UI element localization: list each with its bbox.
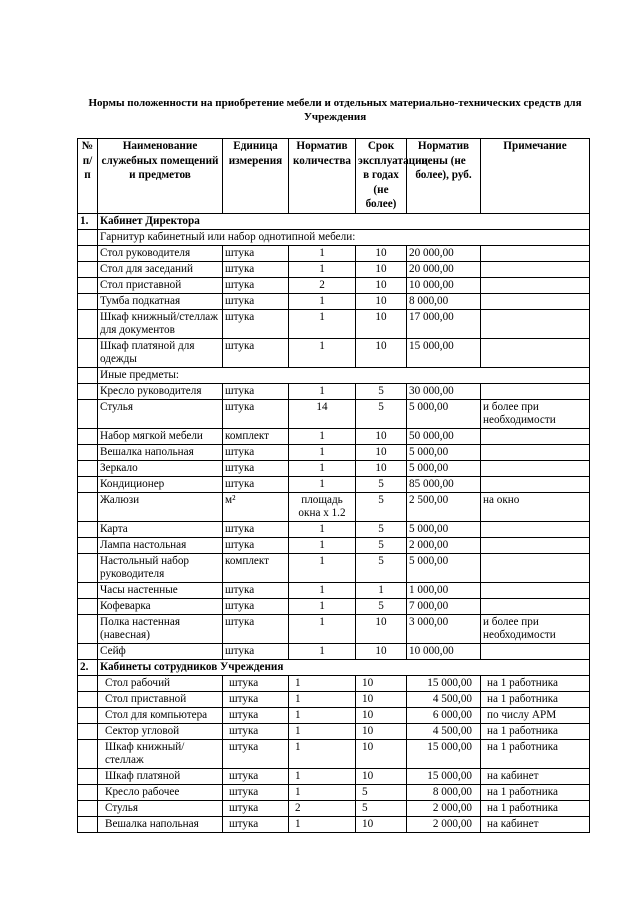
- item-quantity: 1: [289, 643, 356, 659]
- item-name: Стол приставной: [98, 277, 223, 293]
- item-unit: штука: [223, 739, 289, 768]
- row-number-cell: [78, 338, 98, 367]
- item-lifetime: 10: [356, 739, 407, 768]
- table-row: [78, 614, 590, 643]
- table-row: [78, 460, 590, 476]
- item-note: по числу АРМ: [481, 707, 590, 723]
- item-name: Кресло рабочее: [98, 784, 223, 800]
- item-unit: штука: [223, 338, 289, 367]
- item-lifetime: 5: [356, 492, 407, 521]
- row-number-cell: [78, 784, 98, 800]
- item-name: Шкаф платяной: [98, 768, 223, 784]
- item-name: Кофеварка: [98, 598, 223, 614]
- item-name: Набор мягкой мебели: [98, 428, 223, 444]
- document-title: Нормы положенности на приобретение мебели и отдельных материально-технических средств для Учреждения: [88, 97, 582, 123]
- row-number-cell: [78, 582, 98, 598]
- row-number-cell: [78, 537, 98, 553]
- item-note: [481, 277, 590, 293]
- item-quantity: 1: [289, 553, 356, 582]
- row-number-cell: [78, 476, 98, 492]
- table-row: [78, 492, 590, 521]
- section-row: [78, 659, 590, 675]
- col-header-name: Наименование служебных помещений и предметов: [98, 139, 223, 214]
- item-quantity: 1: [289, 521, 356, 537]
- row-number-cell: [78, 277, 98, 293]
- item-lifetime: 10: [356, 245, 407, 261]
- item-lifetime: 10: [356, 707, 407, 723]
- item-unit: штука: [223, 643, 289, 659]
- item-lifetime: 10: [356, 768, 407, 784]
- item-name: Полка настенная (навесная): [98, 614, 223, 643]
- table-row: [78, 428, 590, 444]
- table-row: [78, 444, 590, 460]
- item-price: 2 500,00: [407, 492, 481, 521]
- section-number: 2.: [78, 659, 98, 675]
- item-name: Карта: [98, 521, 223, 537]
- row-number-cell: [78, 707, 98, 723]
- item-unit: штука: [223, 261, 289, 277]
- row-number-cell: [78, 768, 98, 784]
- item-note: и более при необходимости: [481, 399, 590, 428]
- item-note: [481, 476, 590, 492]
- table-row: [78, 784, 590, 800]
- item-unit: штука: [223, 277, 289, 293]
- item-name: Лампа настольная: [98, 537, 223, 553]
- item-quantity: 1: [289, 768, 356, 784]
- item-note: на 1 работника: [481, 800, 590, 816]
- table-row: [78, 277, 590, 293]
- item-lifetime: 5: [356, 598, 407, 614]
- row-number-cell: [78, 245, 98, 261]
- item-quantity: 1: [289, 707, 356, 723]
- item-note: на 1 работника: [481, 691, 590, 707]
- item-lifetime: 5: [356, 784, 407, 800]
- table-row: [78, 691, 590, 707]
- item-note: на 1 работника: [481, 675, 590, 691]
- item-unit: м²: [223, 492, 289, 521]
- table-row: [78, 261, 590, 277]
- item-price: 15 000,00: [407, 675, 481, 691]
- item-price: 20 000,00: [407, 245, 481, 261]
- item-lifetime: 10: [356, 614, 407, 643]
- table-row: [78, 338, 590, 367]
- table-row: [78, 768, 590, 784]
- item-name: Сектор угловой: [98, 723, 223, 739]
- table-row: [78, 293, 590, 309]
- table-row: [78, 383, 590, 399]
- row-number-cell: [78, 383, 98, 399]
- item-quantity: 1: [289, 309, 356, 338]
- item-note: на 1 работника: [481, 723, 590, 739]
- col-header-note: Примечание: [481, 139, 590, 214]
- col-header-price: Норматив цены (не более), руб.: [407, 139, 481, 214]
- item-unit: штука: [223, 675, 289, 691]
- item-unit: комплект: [223, 428, 289, 444]
- item-quantity: 1: [289, 383, 356, 399]
- item-quantity: площадь окна x 1.2: [289, 492, 356, 521]
- table-row: [78, 598, 590, 614]
- item-unit: штука: [223, 784, 289, 800]
- item-name: Шкаф платяной для одежды: [98, 338, 223, 367]
- item-name: Кресло руководителя: [98, 383, 223, 399]
- item-price: 2 000,00: [407, 800, 481, 816]
- item-note: [481, 460, 590, 476]
- item-quantity: 1: [289, 261, 356, 277]
- item-quantity: 1: [289, 739, 356, 768]
- item-unit: комплект: [223, 553, 289, 582]
- table-row: [78, 739, 590, 768]
- item-lifetime: 5: [356, 553, 407, 582]
- table-row: [78, 675, 590, 691]
- item-note: [481, 245, 590, 261]
- item-price: 20 000,00: [407, 261, 481, 277]
- item-note: и более при необходимости: [481, 614, 590, 643]
- row-number-cell: [78, 293, 98, 309]
- item-name: Тумба подкатная: [98, 293, 223, 309]
- item-note: [481, 261, 590, 277]
- item-price: 5 000,00: [407, 553, 481, 582]
- item-lifetime: 10: [356, 460, 407, 476]
- item-unit: штука: [223, 309, 289, 338]
- row-number-cell: [78, 800, 98, 816]
- item-name: Настольный набор руководителя: [98, 553, 223, 582]
- row-number-cell: [78, 723, 98, 739]
- item-quantity: 1: [289, 614, 356, 643]
- item-quantity: 1: [289, 245, 356, 261]
- item-price: 8 000,00: [407, 784, 481, 800]
- item-price: 17 000,00: [407, 309, 481, 338]
- section-number: 1.: [78, 213, 98, 229]
- row-number-cell: [78, 598, 98, 614]
- item-note: [481, 428, 590, 444]
- row-number-cell: [78, 691, 98, 707]
- item-quantity: 1: [289, 428, 356, 444]
- item-name: Вешалка напольная: [98, 444, 223, 460]
- table-row: [78, 309, 590, 338]
- item-name: Вешалка напольная: [98, 816, 223, 832]
- item-quantity: 1: [289, 598, 356, 614]
- item-price: 4 500,00: [407, 723, 481, 739]
- item-note: на 1 работника: [481, 739, 590, 768]
- item-lifetime: 10: [356, 723, 407, 739]
- row-number-cell: [78, 614, 98, 643]
- item-note: [481, 553, 590, 582]
- item-quantity: 1: [289, 582, 356, 598]
- item-unit: штука: [223, 582, 289, 598]
- item-unit: штука: [223, 399, 289, 428]
- row-number-cell: [78, 675, 98, 691]
- item-unit: штука: [223, 598, 289, 614]
- row-number-cell: [78, 492, 98, 521]
- table-row: [78, 643, 590, 659]
- item-price: 15 000,00: [407, 739, 481, 768]
- item-lifetime: 5: [356, 476, 407, 492]
- item-quantity: 2: [289, 800, 356, 816]
- item-lifetime: 5: [356, 800, 407, 816]
- item-price: 15 000,00: [407, 338, 481, 367]
- item-unit: штука: [223, 293, 289, 309]
- item-price: 10 000,00: [407, 277, 481, 293]
- item-lifetime: 5: [356, 399, 407, 428]
- item-price: 8 000,00: [407, 293, 481, 309]
- item-lifetime: 10: [356, 444, 407, 460]
- table-row: [78, 245, 590, 261]
- item-price: 5 000,00: [407, 399, 481, 428]
- item-unit: штука: [223, 476, 289, 492]
- item-quantity: 1: [289, 444, 356, 460]
- item-price: 5 000,00: [407, 521, 481, 537]
- item-note: [481, 293, 590, 309]
- table-row: [78, 800, 590, 816]
- col-header-num: № п/п: [78, 139, 98, 214]
- item-lifetime: 10: [356, 309, 407, 338]
- item-name: Зеркало: [98, 460, 223, 476]
- item-price: 1 000,00: [407, 582, 481, 598]
- item-note: [481, 598, 590, 614]
- row-number-cell: [78, 739, 98, 768]
- item-price: 4 500,00: [407, 691, 481, 707]
- row-number-cell: [78, 643, 98, 659]
- item-lifetime: 10: [356, 277, 407, 293]
- col-header-unit: Единица измерения: [223, 139, 289, 214]
- item-unit: штука: [223, 768, 289, 784]
- row-number-cell: [78, 367, 98, 383]
- item-quantity: 2: [289, 277, 356, 293]
- item-lifetime: 10: [356, 428, 407, 444]
- row-number-cell: [78, 444, 98, 460]
- table-row: [78, 537, 590, 553]
- item-unit: штука: [223, 444, 289, 460]
- norms-table: [77, 138, 590, 833]
- item-name: Стол руководителя: [98, 245, 223, 261]
- table-row: [78, 816, 590, 832]
- item-unit: штука: [223, 723, 289, 739]
- row-number-cell: [78, 816, 98, 832]
- row-number-cell: [78, 261, 98, 277]
- item-quantity: 1: [289, 460, 356, 476]
- item-lifetime: 10: [356, 675, 407, 691]
- item-name: Кондиционер: [98, 476, 223, 492]
- item-note: [481, 582, 590, 598]
- table-row: [78, 476, 590, 492]
- item-name: Шкаф книжный/стеллаж для документов: [98, 309, 223, 338]
- item-price: 15 000,00: [407, 768, 481, 784]
- item-name: Стулья: [98, 800, 223, 816]
- item-quantity: 1: [289, 293, 356, 309]
- section-row: [78, 213, 590, 229]
- item-unit: штука: [223, 521, 289, 537]
- item-unit: штука: [223, 383, 289, 399]
- group-label-row: [78, 229, 590, 245]
- item-price: 85 000,00: [407, 476, 481, 492]
- item-name: Жалюзи: [98, 492, 223, 521]
- item-lifetime: 5: [356, 537, 407, 553]
- item-quantity: 1: [289, 784, 356, 800]
- item-name: Стол приставной: [98, 691, 223, 707]
- item-lifetime: 1: [356, 582, 407, 598]
- item-note: на кабинет: [481, 768, 590, 784]
- table-row: [78, 582, 590, 598]
- item-price: 2 000,00: [407, 537, 481, 553]
- item-lifetime: 10: [356, 816, 407, 832]
- item-name: Стулья: [98, 399, 223, 428]
- item-unit: штука: [223, 245, 289, 261]
- item-quantity: 1: [289, 338, 356, 367]
- item-lifetime: 10: [356, 293, 407, 309]
- item-quantity: 14: [289, 399, 356, 428]
- item-name: Стол для заседаний: [98, 261, 223, 277]
- group-label: Гарнитур кабинетный или набор однотипной мебели:: [98, 229, 590, 245]
- item-quantity: 1: [289, 816, 356, 832]
- item-note: [481, 383, 590, 399]
- table-row: [78, 723, 590, 739]
- item-price: 5 000,00: [407, 444, 481, 460]
- item-price: 6 000,00: [407, 707, 481, 723]
- item-lifetime: 10: [356, 691, 407, 707]
- row-number-cell: [78, 553, 98, 582]
- group-label: Иные предметы:: [98, 367, 590, 383]
- item-note: на окно: [481, 492, 590, 521]
- item-price: 50 000,00: [407, 428, 481, 444]
- item-note: [481, 444, 590, 460]
- item-unit: штука: [223, 460, 289, 476]
- item-unit: штука: [223, 816, 289, 832]
- col-header-lifetime: Срок эксплуатации в годах (не более): [356, 139, 407, 214]
- item-note: на 1 работника: [481, 784, 590, 800]
- row-number-cell: [78, 229, 98, 245]
- item-note: [481, 643, 590, 659]
- item-quantity: 1: [289, 537, 356, 553]
- item-unit: штука: [223, 707, 289, 723]
- item-lifetime: 10: [356, 643, 407, 659]
- row-number-cell: [78, 521, 98, 537]
- table-header-row: [78, 139, 590, 214]
- item-quantity: 1: [289, 691, 356, 707]
- item-price: 7 000,00: [407, 598, 481, 614]
- table-row: [78, 553, 590, 582]
- table-row: [78, 521, 590, 537]
- item-unit: штука: [223, 691, 289, 707]
- item-unit: штука: [223, 537, 289, 553]
- item-note: [481, 309, 590, 338]
- section-title: Кабинеты сотрудников Учреждения: [98, 659, 590, 675]
- item-note: [481, 521, 590, 537]
- section-title: Кабинет Директора: [98, 213, 590, 229]
- item-note: [481, 338, 590, 367]
- item-lifetime: 10: [356, 261, 407, 277]
- col-header-quantity: Норматив количества: [289, 139, 356, 214]
- item-unit: штука: [223, 614, 289, 643]
- item-unit: штука: [223, 800, 289, 816]
- item-note: [481, 537, 590, 553]
- item-price: 30 000,00: [407, 383, 481, 399]
- item-quantity: 1: [289, 723, 356, 739]
- table-row: [78, 399, 590, 428]
- row-number-cell: [78, 399, 98, 428]
- item-quantity: 1: [289, 476, 356, 492]
- row-number-cell: [78, 460, 98, 476]
- item-name: Стол для компьютера: [98, 707, 223, 723]
- item-name: Сейф: [98, 643, 223, 659]
- item-price: 2 000,00: [407, 816, 481, 832]
- row-number-cell: [78, 428, 98, 444]
- item-note: на кабинет: [481, 816, 590, 832]
- row-number-cell: [78, 309, 98, 338]
- item-price: 10 000,00: [407, 643, 481, 659]
- table-row: [78, 707, 590, 723]
- item-price: 3 000,00: [407, 614, 481, 643]
- item-price: 5 000,00: [407, 460, 481, 476]
- item-lifetime: 5: [356, 383, 407, 399]
- item-quantity: 1: [289, 675, 356, 691]
- item-lifetime: 10: [356, 338, 407, 367]
- item-lifetime: 5: [356, 521, 407, 537]
- table-body: [78, 213, 590, 832]
- group-label-row: [78, 367, 590, 383]
- item-name: Часы настенные: [98, 582, 223, 598]
- item-name: Стол рабочий: [98, 675, 223, 691]
- item-name: Шкаф книжный/стеллаж: [98, 739, 223, 768]
